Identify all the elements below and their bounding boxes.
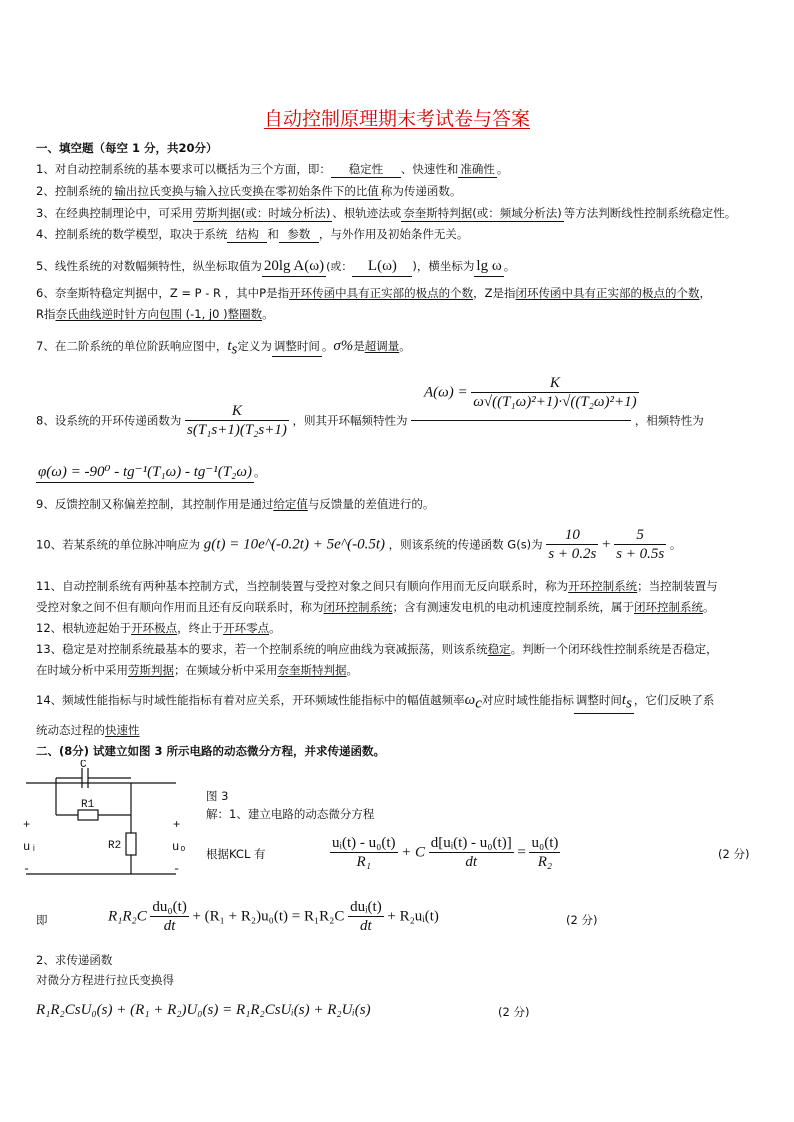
answer-open-zeros: 开环零点 (223, 621, 270, 635)
score-3: (2 分) (498, 1005, 530, 1019)
answer-settling-time-2: 调整时间$t_s$ (574, 690, 634, 714)
question-6-line2: R指奈氏曲线逆时针方向包围 (-1, j0 )整圈数。 (36, 307, 274, 321)
label-plus-left: + (23, 818, 31, 832)
answer-open-poles: 开环极点 (131, 621, 178, 635)
answer-stability: 稳定性 (331, 161, 401, 178)
solution-step2: 2、求传递函数 (36, 953, 113, 967)
section1-heading: 一、填空题（每空 1 分，共20分） (36, 141, 218, 155)
question-14-line1: 14、频域性能指标与时域性能指标有着对应关系，开环频域性能指标中的幅值越频率$\omega_c$对应时域性能指标 调整时间$t_s$ ，它们反映了系 (36, 690, 714, 714)
answer-P: 开环传函中具有正实部的极点的个数 (289, 286, 474, 300)
page-title: 自动控制原理期末考试卷与答案 (263, 108, 530, 130)
question-9: 9、反馈控制又称偏差控制，其控制作用是通过给定值与反馈量的差值进行的。 (36, 497, 435, 511)
diff-equation: R₁R₂C $\frac{\text{du₀(t)}}{dt}$ + (R₁ + R₂)u₀(t) = R₁R₂C $\frac{\text{duᵢ(t)}}{dt}$ + R₂uᵢ(t) (108, 899, 439, 934)
question-6-line1: 6、奈奎斯特稳定判据中，Z = P - R ，其中P是指开环传函中具有正实部的极点的个数，Z是指闭环传函中具有正实部的极点的个数， (36, 286, 712, 300)
label-minus-left: - (23, 862, 31, 876)
label-r1: R1 (81, 799, 95, 811)
answer-lg-omega: lg ω (474, 256, 503, 277)
question-13-line2: 在时域分析中采用劳斯判据；在频域分析中采用奈奎斯特判据。 (36, 663, 358, 677)
answer-closed-loop: 闭环控制系统 (323, 600, 393, 614)
label-uo: uₒ (172, 840, 187, 854)
answer-Z: 闭环传函中具有正实部的极点的个数 (515, 286, 700, 300)
answer-routh: 劳斯判据(或：时域分析法) (194, 206, 331, 220)
question-2: 2、控制系统的 输出拉氏变换与输入拉氏变换在零初始条件下的比值 称为传递函数。 (36, 184, 462, 198)
question-3: 3、在经典控制理论中，可采用 劳斯判据(或：时域分析法) 、根轨迹法或 奈奎斯特判据(或：频域分析法) 等方法判断线性控制系统稳定性。 (36, 206, 737, 220)
question-13-line1: 13、稳定是对控制系统最基本的要求，若一个控制系统的响应曲线为衰减振荡，则该系统稳定。判断一个闭环线性控制系统是否稳定， (36, 642, 718, 656)
solution-step1: 解：1、建立电路的动态微分方程 (206, 807, 375, 821)
label-plus-right: + (173, 818, 181, 832)
answer-parameters: 参数 (279, 226, 319, 243)
answer-phase: φ(ω) = -90⁰ - tg⁻¹(T₁ω) - tg⁻¹(T₂ω) (36, 462, 254, 483)
score-2: (2 分) (566, 913, 598, 927)
label-r2: R2 (108, 840, 122, 852)
answer-nyquist-2: 奈奎斯特判据 (277, 663, 347, 677)
answer-accuracy: 准确性 (460, 162, 495, 176)
label-minus-right: - (173, 862, 181, 876)
figure-label: 图 3 (206, 789, 229, 803)
section2-heading: 二、(8分) 试建立如图 3 所示电路的动态微分方程，并求传递函数。 (36, 744, 386, 758)
answer-stable: 稳定 (487, 642, 511, 656)
question-1: 1、对自动控制系统的基本要求可以概括为三个方面，即： 稳定性 、快速性和 准确性 。 (36, 162, 509, 176)
answer-transfer-definition: 输出拉氏变换与输入拉氏变换在零初始条件下的比值 (114, 184, 379, 198)
circuit-diagram (18, 760, 198, 884)
laplace-label: 对微分方程进行拉氏变换得 (36, 973, 174, 987)
question-5: 5、线性系统的对数幅频特性，纵坐标取值为 20lg A(ω) (或： L(ω) )，横坐标为 lg ω 。 (36, 256, 515, 277)
question-10: 10、若某系统的单位脉冲响应为 g(t) = 10e^(-0.2t) + 5e^(-0.5t) ，则该系统的传递函数 G(s)为 $\frac{10}{s + 0.2s}$ + $\frac{5}{s + 0.5s}$ 。 (36, 527, 682, 562)
question-7: 7、在二阶系统的单位阶跃响应图中，$t_s$定义为 调整时间 。σ%是超调量。 (36, 338, 411, 358)
answer-settling-time: 调整时间 (272, 336, 322, 357)
question-11-line1: 11、自动控制系统有两种基本控制方式，当控制装置与受控对象之间只有顺向作用而无反向联系时，称为开环控制系统；当控制装置与 (36, 579, 718, 593)
question-14-line2: 统动态过程的快速性 (36, 723, 140, 737)
answer-structure: 结构 (227, 226, 267, 243)
label-c: C (80, 760, 87, 771)
answer-R: 奈氏曲线逆时针方向包围 (-1, j0 )整圈数 (55, 307, 263, 321)
kcl-label: 根据KCL 有 (206, 847, 266, 861)
answer-closed-loop-2: 闭环控制系统 (634, 600, 703, 614)
label-ui: uᵢ (23, 840, 38, 854)
answer-speed: 快速性 (105, 723, 140, 737)
laplace-equation: R₁R₂CsU₀(s) + (R₁ + R₂)U₀(s) = R₁R₂CsUᵢ(s) + R₂Uᵢ(s) (36, 1002, 371, 1018)
score-1: (2 分) (718, 847, 750, 861)
answer-L-omega: L(ω) (352, 256, 412, 277)
answer-log-magnitude: 20lg A(ω) (262, 256, 326, 277)
phase-formula: φ(ω) = -90⁰ - tg⁻¹(T₁ω) - tg⁻¹(T₂ω) 。 (36, 462, 265, 483)
question-4: 4、控制系统的数学模型，取决于系统 结构 和 参数 ，与外作用及初始条件无关。 (36, 227, 469, 241)
answer-open-loop: 开环控制系统 (568, 579, 638, 593)
kcl-equation: $\frac{\text{uᵢ(t) - u₀(t)}}{\text{R₁}}$ + C $\frac{\text{d[uᵢ(t) - u₀(t)]}}{dt}$ = $\frac{\text{u₀(t)}}{\text{R₂}}$ (332, 835, 559, 870)
ji-label: 即 (36, 913, 48, 927)
answer-routh-2: 劳斯判据 (128, 663, 174, 677)
answer-nyquist: 奈奎斯特判据(或：频域分析法) (403, 206, 562, 220)
question-8: 8、设系统的开环传递函数为 $\frac{K}{\text{s(T₁s+1)(T₂s+1)}}$ ，则其开环幅频特性为 ，相频特性为 (36, 403, 704, 438)
amplitude-formula: A(ω) = $\frac{K}{\text{ω√((T₁ω)²+1)·√((T₂ω)²+1)}}$ (424, 375, 637, 410)
question-11-line2: 受控对象之间不但有顺向作用而且还有反向联系时，称为闭环控制系统；含有测速发电机的电动机速度控制系统，属于闭环控制系统。 (36, 600, 715, 614)
answer-setpoint: 给定值 (273, 497, 308, 511)
answer-overshoot: 超调量 (364, 339, 400, 353)
question-12: 12、根轨迹起始于开环极点，终止于开环零点。 (36, 621, 281, 635)
